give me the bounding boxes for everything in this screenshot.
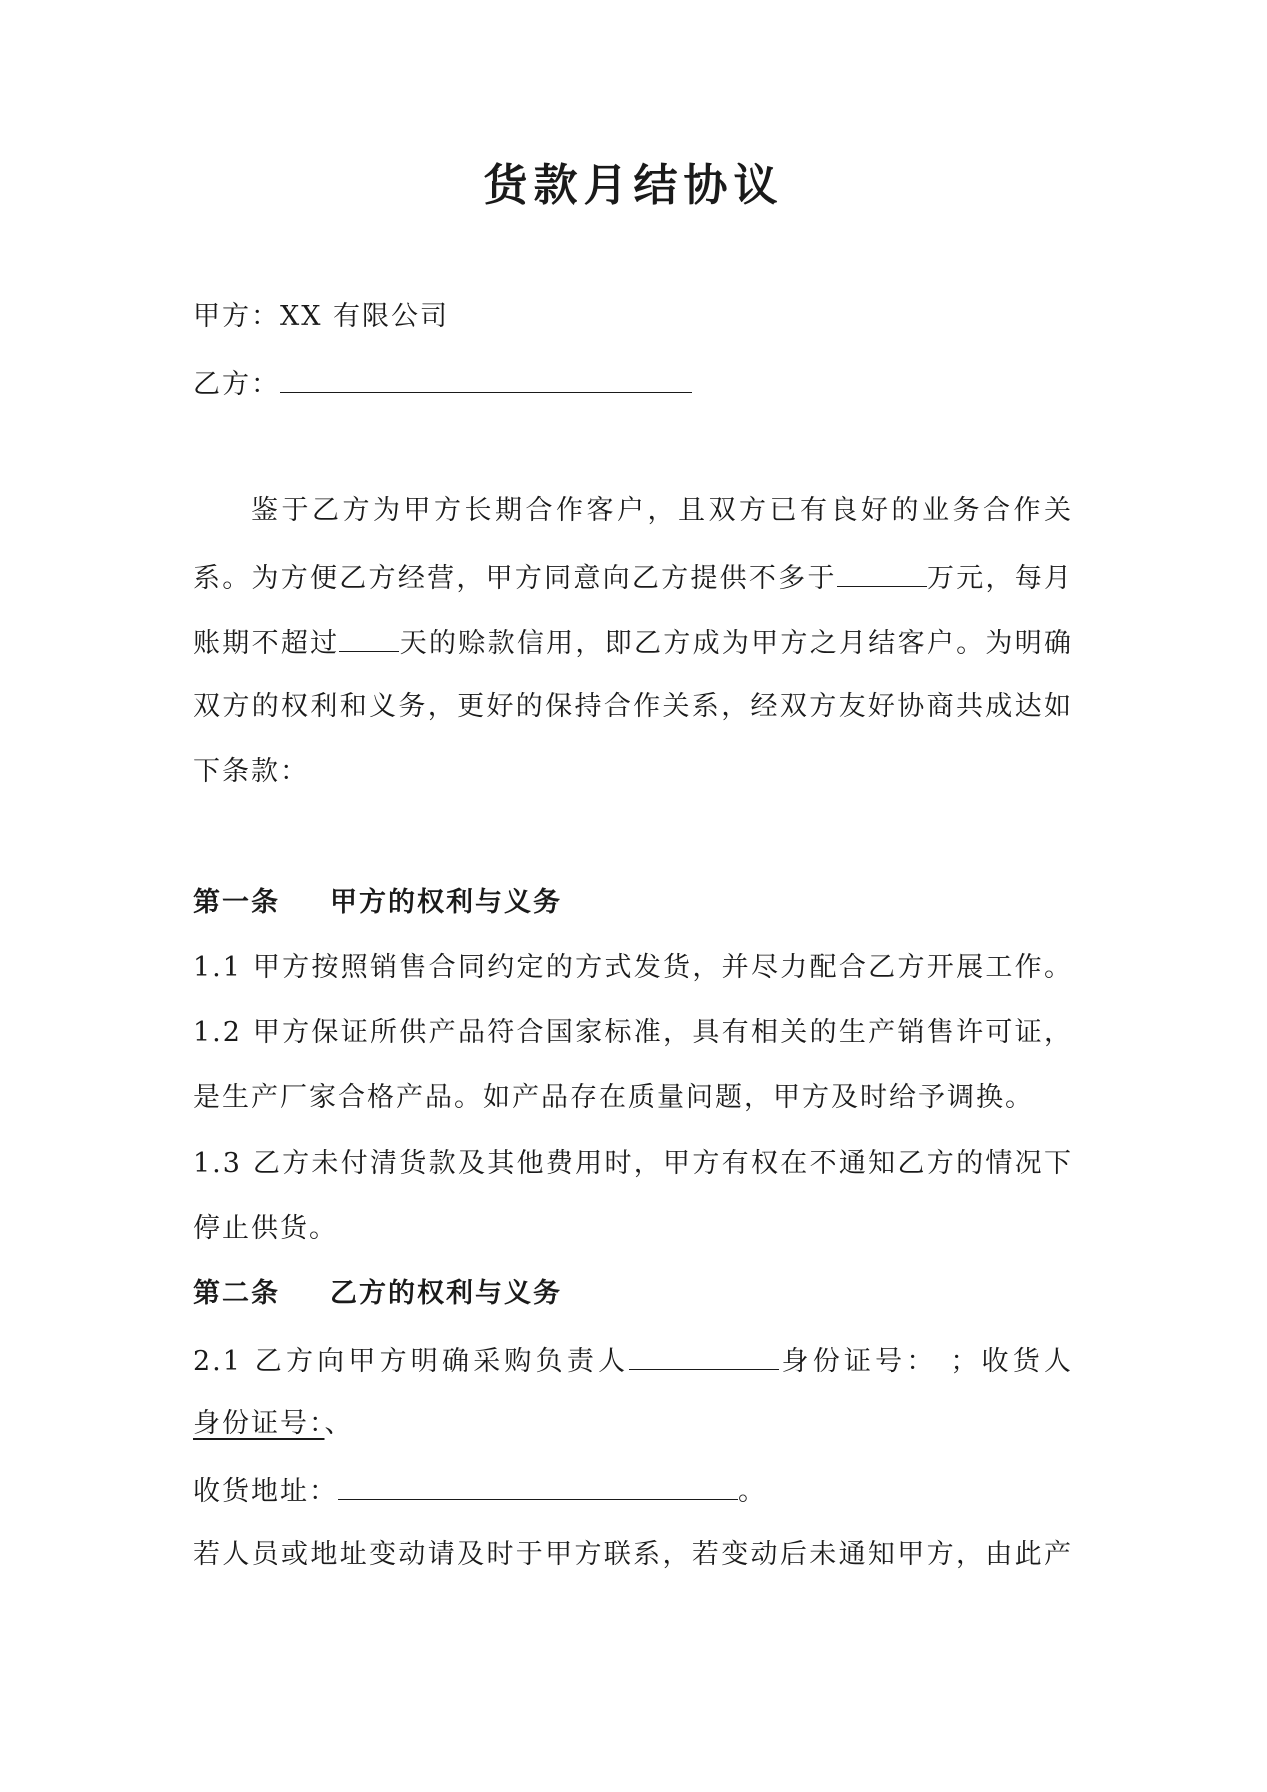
clause-2-1-line-1 <box>193 1339 1073 1379</box>
document-title: 货款月结协议 <box>483 160 784 211</box>
article-2-title: 乙方的权利与义务 <box>330 1278 562 1309</box>
preamble-line-4: 双方的权利和义务，更好的保持合作关系，经双方友好协商共成达如 <box>193 691 1073 722</box>
preamble-line-2-text-a: 系。为方便乙方经营，甲方同意向乙方提供不多于 <box>193 563 837 594</box>
address-line <box>193 1469 767 1509</box>
clause-1-2-line-2: 是生产厂家合格产品。如产品存在质量问题，甲方及时给予调换。 <box>193 1082 1034 1113</box>
preamble-line-2-text-b: 万元，每月 <box>926 563 1073 594</box>
purchaser-name-blank <box>629 1339 779 1370</box>
party-b-line <box>193 362 692 402</box>
article-1-heading <box>193 883 562 923</box>
party-a-value: XX 有限公司 <box>280 301 450 332</box>
credit-days-blank <box>339 621 399 652</box>
preamble-line-5: 下条款： <box>193 756 309 787</box>
party-a-label: 甲方： <box>193 301 280 332</box>
receiver-id-tail: 、 <box>324 1408 354 1439</box>
clause-2-1-line-2 <box>193 1404 354 1444</box>
clause-1-3-line-2: 停止供货。 <box>193 1213 338 1244</box>
party-b-label: 乙方： <box>193 369 280 400</box>
clause-1-2-line-1: 1.2 甲方保证所供产品符合国家标准，具有相关的生产销售许可证， <box>193 1017 1073 1048</box>
credit-amount-blank <box>837 556 927 587</box>
preamble-line-1: 鉴于乙方为甲方长期合作客户，且双方已有良好的业务合作关 <box>251 495 1073 526</box>
address-blank <box>338 1469 738 1500</box>
party-a-line <box>193 297 449 337</box>
clause-2-1-text-b: 身份证号： ；收货人 <box>779 1346 1073 1377</box>
article-1-title: 甲方的权利与义务 <box>330 887 562 918</box>
preamble-line-3-text-a: 账期不超过 <box>193 628 340 659</box>
preamble-line-3 <box>193 621 1073 661</box>
clause-1-3-line-1: 1.3 乙方未付清货款及其他费用时，甲方有权在不通知乙方的情况下 <box>193 1148 1073 1179</box>
receiver-id-label: 身份证号： <box>193 1408 325 1439</box>
clause-1-1: 1.1 甲方按照销售合同约定的方式发货，并尽力配合乙方开展工作。 <box>193 952 1073 983</box>
address-label: 收货地址： <box>193 1476 338 1507</box>
preamble-line-2 <box>193 556 1073 596</box>
change-notice-line: 若人员或地址变动请及时于甲方联系，若变动后未通知甲方，由此产 <box>193 1539 1073 1570</box>
clause-2-1-text-a: 2.1 乙方向甲方明确采购负责人 <box>193 1346 630 1377</box>
party-b-blank <box>280 362 692 393</box>
preamble-line-3-text-b: 天的赊款信用，即乙方成为甲方之月结客户。为明确 <box>399 628 1074 659</box>
article-1-number: 第一条 <box>193 887 280 918</box>
article-2-heading <box>193 1274 562 1314</box>
article-2-number: 第二条 <box>193 1278 280 1309</box>
address-tail: 。 <box>738 1476 767 1507</box>
